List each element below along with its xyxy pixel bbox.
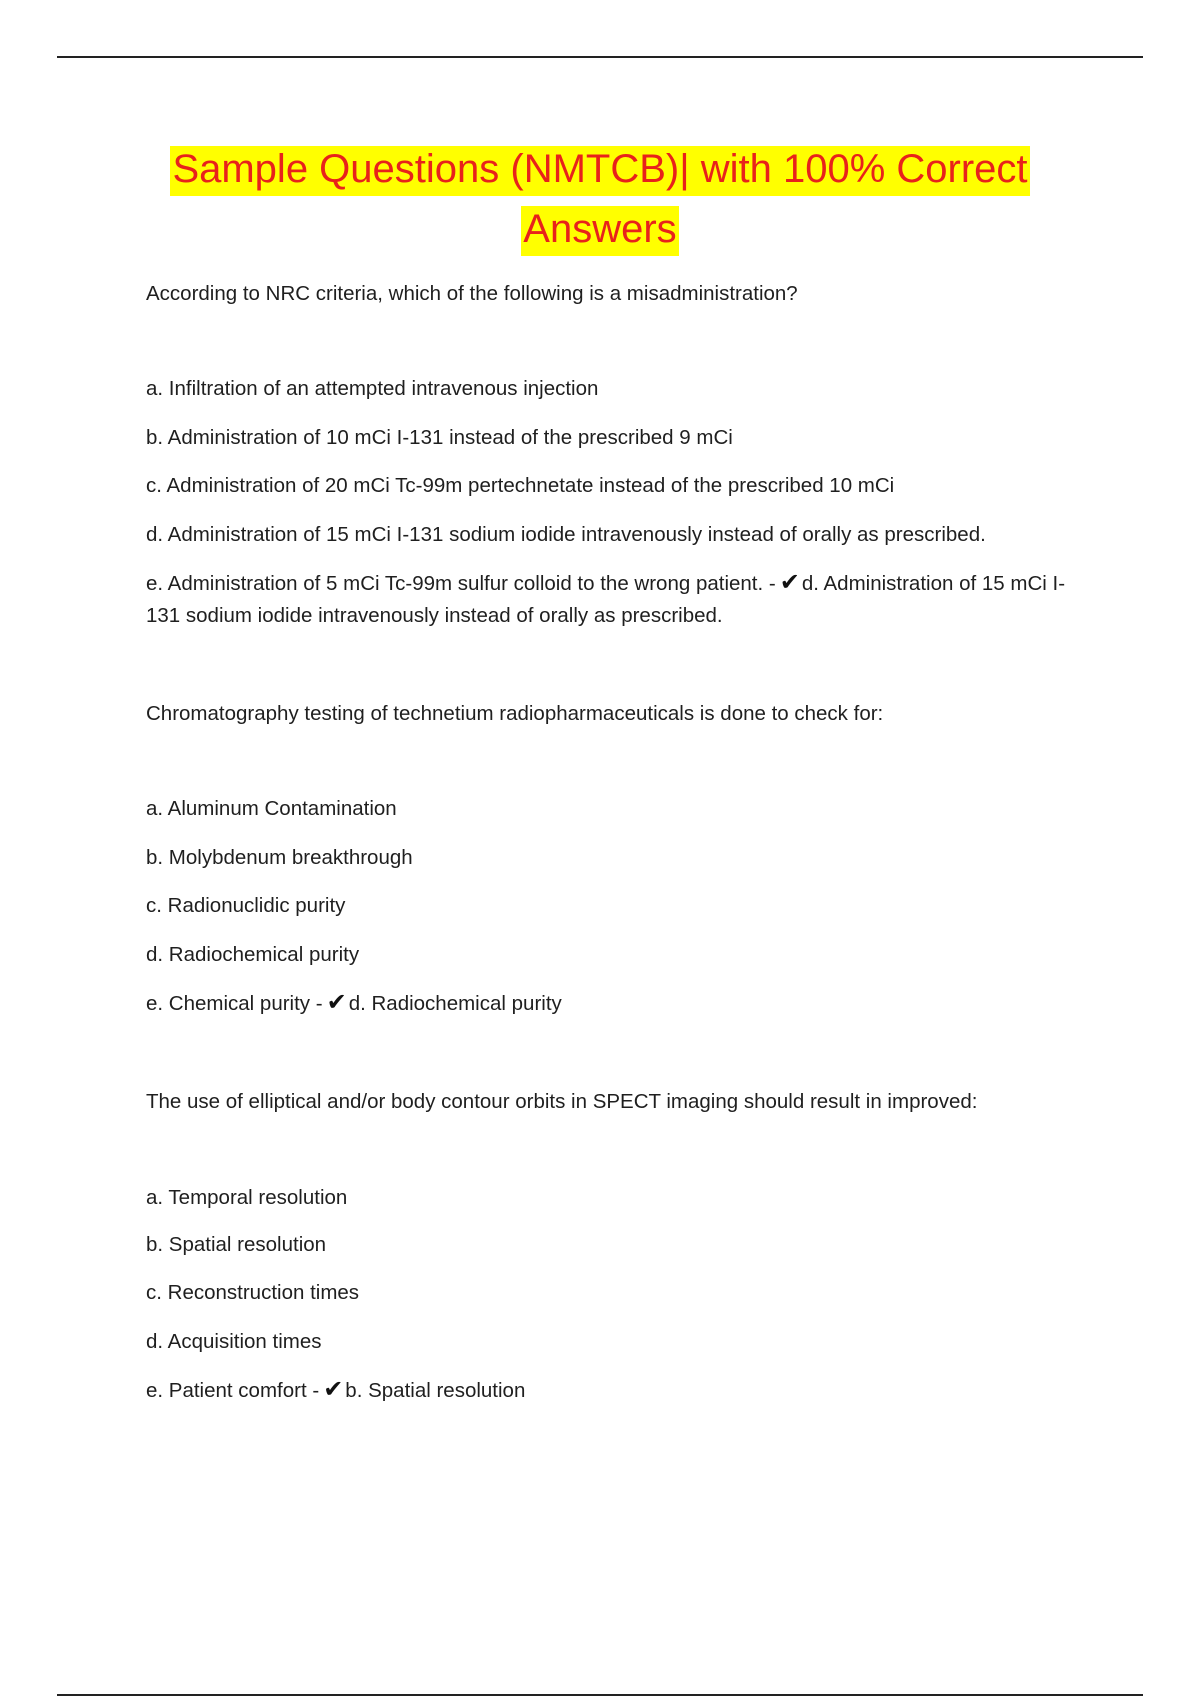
title-line-1: Sample Questions (NMTCB)| with 100% Correct: [170, 146, 1029, 196]
bottom-rule: [57, 1694, 1143, 1696]
question-1-prompt: According to NRC criteria, which of the following is a misadministration?: [146, 282, 798, 305]
question-1-option-e: e. Administration of 5 mCi Tc-99m sulfur colloid to the wrong patient. -: [146, 572, 776, 595]
question-2-option-a: a. Aluminum Contamination: [146, 797, 397, 820]
question-2-option-c: c. Radionuclidic purity: [146, 894, 346, 917]
question-3-prompt: The use of elliptical and/or body contour orbits in SPECT imaging should result in improved:: [146, 1090, 978, 1113]
checkmark-icon: ✔: [323, 1375, 344, 1403]
top-rule: [57, 56, 1143, 58]
question-1-option-b: b. Administration of 10 mCi I-131 instead of the prescribed 9 mCi: [146, 426, 733, 449]
question-3-option-e: e. Patient comfort -: [146, 1379, 320, 1402]
document-title: [0, 146, 1200, 266]
checkmark-icon: ✔: [326, 988, 347, 1016]
question-3-option-e-with-answer: [146, 1375, 1086, 1407]
question-1-answer: d. Administration of 15 mCi I-131 sodium iodide intravenously instead of orally as prescribed.: [146, 572, 1066, 627]
question-1-option-e-with-answer: [146, 568, 1086, 632]
question-1-option-a: a. Infiltration of an attempted intravenous injection: [146, 377, 599, 400]
question-1-option-c: c. Administration of 20 mCi Tc-99m pertechnetate instead of the prescribed 10 mCi: [146, 474, 895, 497]
question-3-answer: b. Spatial resolution: [345, 1379, 526, 1402]
checkmark-icon: ✔: [779, 568, 800, 596]
question-2-option-d: d. Radiochemical purity: [146, 943, 360, 966]
question-3-option-c: c. Reconstruction times: [146, 1281, 360, 1304]
title-line-2: Answers: [521, 206, 678, 256]
question-2-option-b: b. Molybdenum breakthrough: [146, 846, 413, 869]
question-3-option-b: b. Spatial resolution: [146, 1233, 327, 1256]
question-3-option-a: a. Temporal resolution: [146, 1186, 348, 1209]
question-3-option-d: d. Acquisition times: [146, 1330, 322, 1353]
question-2-option-e: e. Chemical purity -: [146, 992, 323, 1015]
question-2-answer: d. Radiochemical purity: [348, 992, 562, 1015]
question-1-option-d: d. Administration of 15 mCi I-131 sodium iodide intravenously instead of orally as prescribed.: [146, 523, 986, 546]
question-2-option-e-with-answer: [146, 988, 1086, 1020]
question-2-prompt: Chromatography testing of technetium radiopharmaceuticals is done to check for:: [146, 702, 884, 725]
